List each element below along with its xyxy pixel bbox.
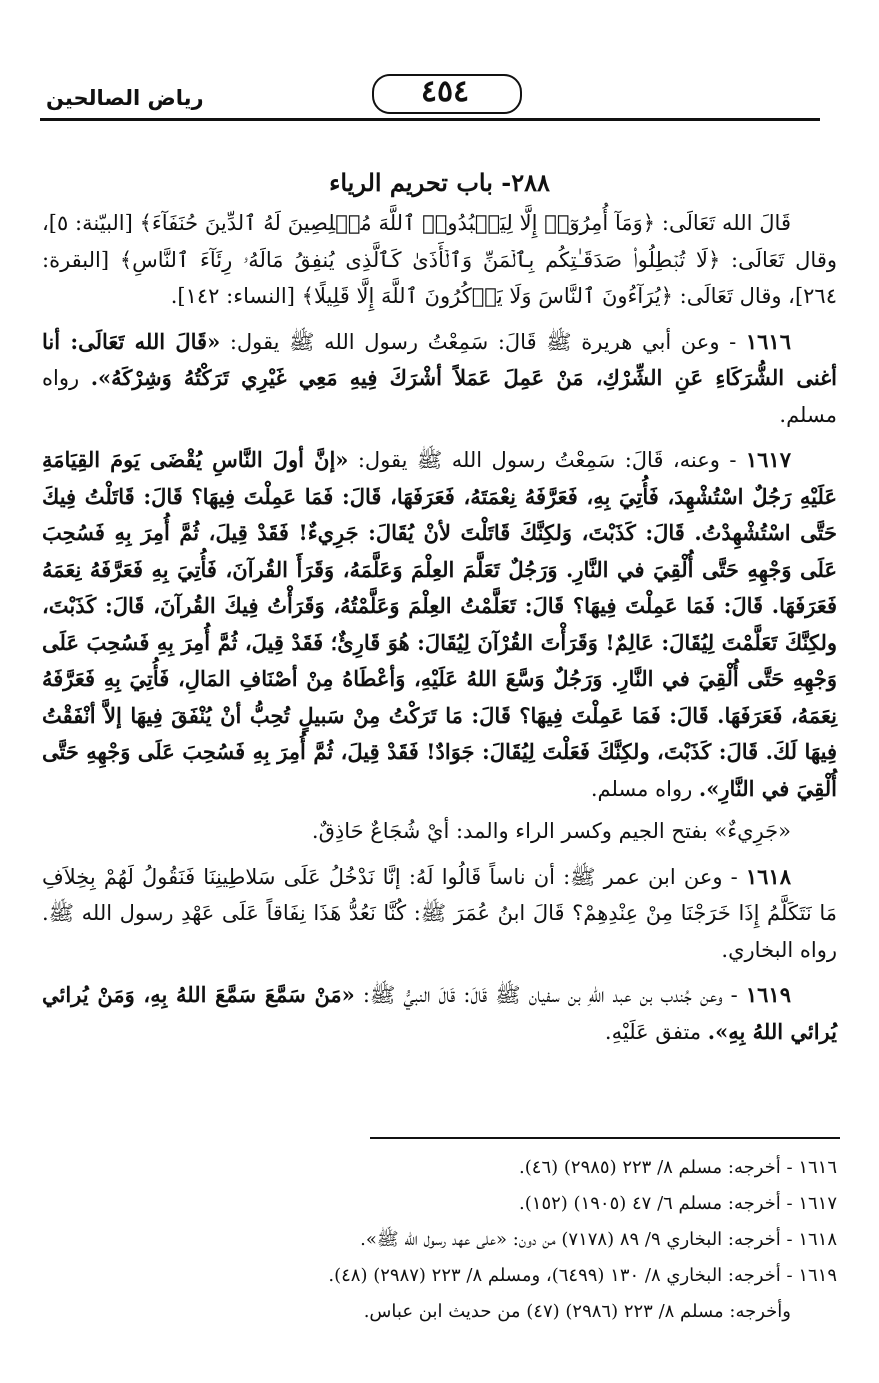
hadith-1619	[42, 977, 837, 1050]
gloss-note: «جَرِيءٌ» بفتح الجيم وكسر الراء والمد: أيْ شُجَاعٌ حَاذِقٌ.	[311, 819, 791, 843]
hadith-1618	[42, 859, 837, 969]
chapter-title: ٢٨٨- باب تحريم الرياء	[329, 168, 550, 197]
page-body	[42, 205, 837, 1059]
footnote: ١٦١٩ - أخرجه: البخاري ٨/ ١٣٠ (٦٤٩٩)، ومسلم ٨/ ٢٢٣ (٢٩٨٧) (٤٨).	[328, 1265, 837, 1286]
hadith-text: «إنَّ أولَ النَّاسِ يُقْضَى يَومَ القِيَامَةِ عَلَيْهِ رَجُلٌ اسْتُشْهِدَ، فَأُتِيَ بِهِ، فَعَرَّفَهُ نِعْمَتَهُ، فَعَرَفَهَا، قَالَ: فَمَا عَمِلْتَ فِيهَا؟ قَالَ: قَاتَلْتُ فِيكَ حَتَّى اسْتُشْهِدْتُ. قَالَ: كَذَبْتَ، وَلكِنَّكَ قَاتَلْتَ لأنْ يُقَالَ: جَرِيءٌ! فَقَدْ قِيلَ، ثُمَّ أُمِرَ بِهِ فَسُحِبَ عَلَى وَجْهِهِ حَتَّى أُلْقِيَ في النَّارِ. وَرَجُلٌ تَعَلَّمَ العِلْمَ وَعَلَّمَهُ، وَقَرَأَ القُرآنَ، فَأُتِيَ بِهِ فَعَرَّفَهُ نِعَمَهُ فَعَرَفَهَا. قَالَ: فَمَا عَمِلْتَ فِيهَا؟ قَالَ: تَعَلَّمْتُ العِلْمَ وَعَلَّمْتُهُ، وَقَرَأْتُ فِيكَ القُرآنَ، قَالَ: كَذَبْتَ، ولكِنَّكَ تَعَلَّمْتَ لِيُقَالَ: عَالِمٌ! وَقَرَأْتَ القُرْآنَ لِيُقَالَ: هُوَ قَارِئٌ؛ فَقَدْ قِيلَ، ثُمَّ أُمِرَ بِهِ فَسُحِبَ عَلَى وَجْهِهِ حَتَّى أُلْقِيَ في النَّارِ. وَرَجُلٌ وَسَّعَ اللهُ عَلَيْهِ، وَأعْطَاهُ مِنْ أصْنَافِ المَالِ، فَأُتِيَ بِهِ فَعَرَّفَهُ نِعَمَهُ، فَعَرَفَهَا. قَالَ: فَمَا عَمِلْتَ فِيهَا؟ قَالَ: مَا تَرَكْتُ مِنْ سَبيلٍ تُحِبُّ أنْ يُنْفَقَ فِيهَا إلاَّ أنْفَقْتُ فِيهَا لَكَ. قَالَ: كَذَبْتَ، ولكِنَّكَ فَعَلْتَ لِيُقَالَ: جَوَادٌ! فَقَدْ قِيلَ، ثُمَّ أُمِرَ بِهِ فَسُحِبَ عَلَى وَجْهِهِ حَتَّى أُلْقِيَ في النَّارِ».	[42, 447, 837, 801]
hadith-tail: رواه مسلم.	[42, 366, 837, 427]
hadith-lead: - وعنه، قَالَ: سَمِعْتُ رسول الله ﷺ يقول:	[357, 448, 737, 472]
footnote: ١٦١٨ - أخرجه: البخاري ٩/ ٨٩ (٧١٧٨) من دون: «على عهد رسول الله ﷺ».	[360, 1229, 837, 1250]
footnote: وأخرجه: مسلم ٨/ ٢٢٣ (٢٩٨٦) (٤٧) من حديث ابن عباس.	[363, 1301, 791, 1322]
hadith-text: «قَالَ الله تَعَالَى: أنا أغنى الشُّرَكَاءِ عَنِ الشِّرْكِ، مَنْ عَمِلَ عَمَلاً أشْرَكَ فِيهِ مَعِي غَيْرِي تَرَكْتُهُ وَشِرْكَهُ».	[42, 328, 837, 390]
hadith-lead: - وعن أبي هريرة ﷺ قَالَ: سَمِعْتُ رسول الله ﷺ يقول:	[229, 329, 737, 354]
hadith-1617	[42, 442, 837, 807]
hadith-1616	[42, 324, 837, 434]
hadith-tail: رواه البخاري.	[721, 937, 837, 962]
hadith-number: ١٦١٨	[745, 863, 791, 889]
hadith-number: ١٦١٦	[745, 328, 791, 354]
footnotes	[120, 1150, 837, 1330]
intro-paragraph: قَالَ الله تَعَالَى: ﴿وَمَآ أُمِرُوٓا۟ إِلَّا لِيَعۡبُدُوا۟ ٱللَّهَ مُخۡلِصِينَ لَهُ ٱلدِّينَ حُنَفَآءَ﴾ [البيّنة: ٥]، وقال تَعَالَى: ﴿لَا تُبۡطِلُوا۟ صَدَقَـٰتِكُم بِٱلۡمَنِّ وَٱلۡأَذَىٰ كَٱلَّذِى يُنفِقُ مَالَهُۥ رِئَآءَ ٱلنَّاسِ﴾ [البقرة: ٢٦٤]، وقال تَعَالَى: ﴿يُرَآءُونَ ٱلنَّاسَ وَلَا يَذۡكُرُونَ ٱللَّهَ إِلَّا قَلِيلًا﴾ [النساء: ١٤٢].	[42, 211, 837, 308]
footnote-divider	[370, 1137, 840, 1139]
page-header	[40, 70, 820, 126]
hadith-number: ١٦١٩	[745, 982, 791, 1007]
hadith-tail: متفق عَلَيْهِ.	[604, 1019, 702, 1044]
page-number: ٤٥٤	[360, 70, 530, 114]
header-divider	[40, 118, 820, 121]
footnote: ١٦١٧ - أخرجه: مسلم ٦/ ٤٧ (١٩٠٥) (١٥٢).	[519, 1193, 837, 1214]
hadith-text: «مَنْ سَمَّعَ سَمَّعَ اللهُ بِهِ، وَمَنْ يُرائي يُرائي اللهُ بِهِ».	[42, 982, 837, 1044]
hadith-tail: رواه مسلم.	[590, 776, 693, 801]
hadith-number: ١٦١٧	[745, 447, 791, 472]
book-title: رياض الصالحين	[46, 86, 204, 110]
footnote: ١٦١٦ - أخرجه: مسلم ٨/ ٢٢٣ (٢٩٨٥) (٤٦).	[519, 1157, 837, 1178]
hadith-lead: - وعن ابن عمر ﷺ: أن ناساً قَالُوا لَهُ: إنَّا نَدْخُلُ عَلَى سَلاطِينِنَا فَنَقُولُ لَهُمْ بِخِلاَفِ مَا نَتَكَلَّمُ إِذَا خَرَجْنَا مِنْ عِنْدِهِمْ؟ قَالَ ابنُ عُمَرَ ﷺ: كُنَّا نَعُدُّ هَذَا نِفَاقاً عَلَى عَهْدِ رسول الله ﷺ.	[42, 864, 837, 925]
hadith-lead: - وعن جُندب بن عبد اللهِ بن سفيان ﷺ قَالَ: قَالَ النبيُّ ﷺ:	[362, 983, 738, 1007]
